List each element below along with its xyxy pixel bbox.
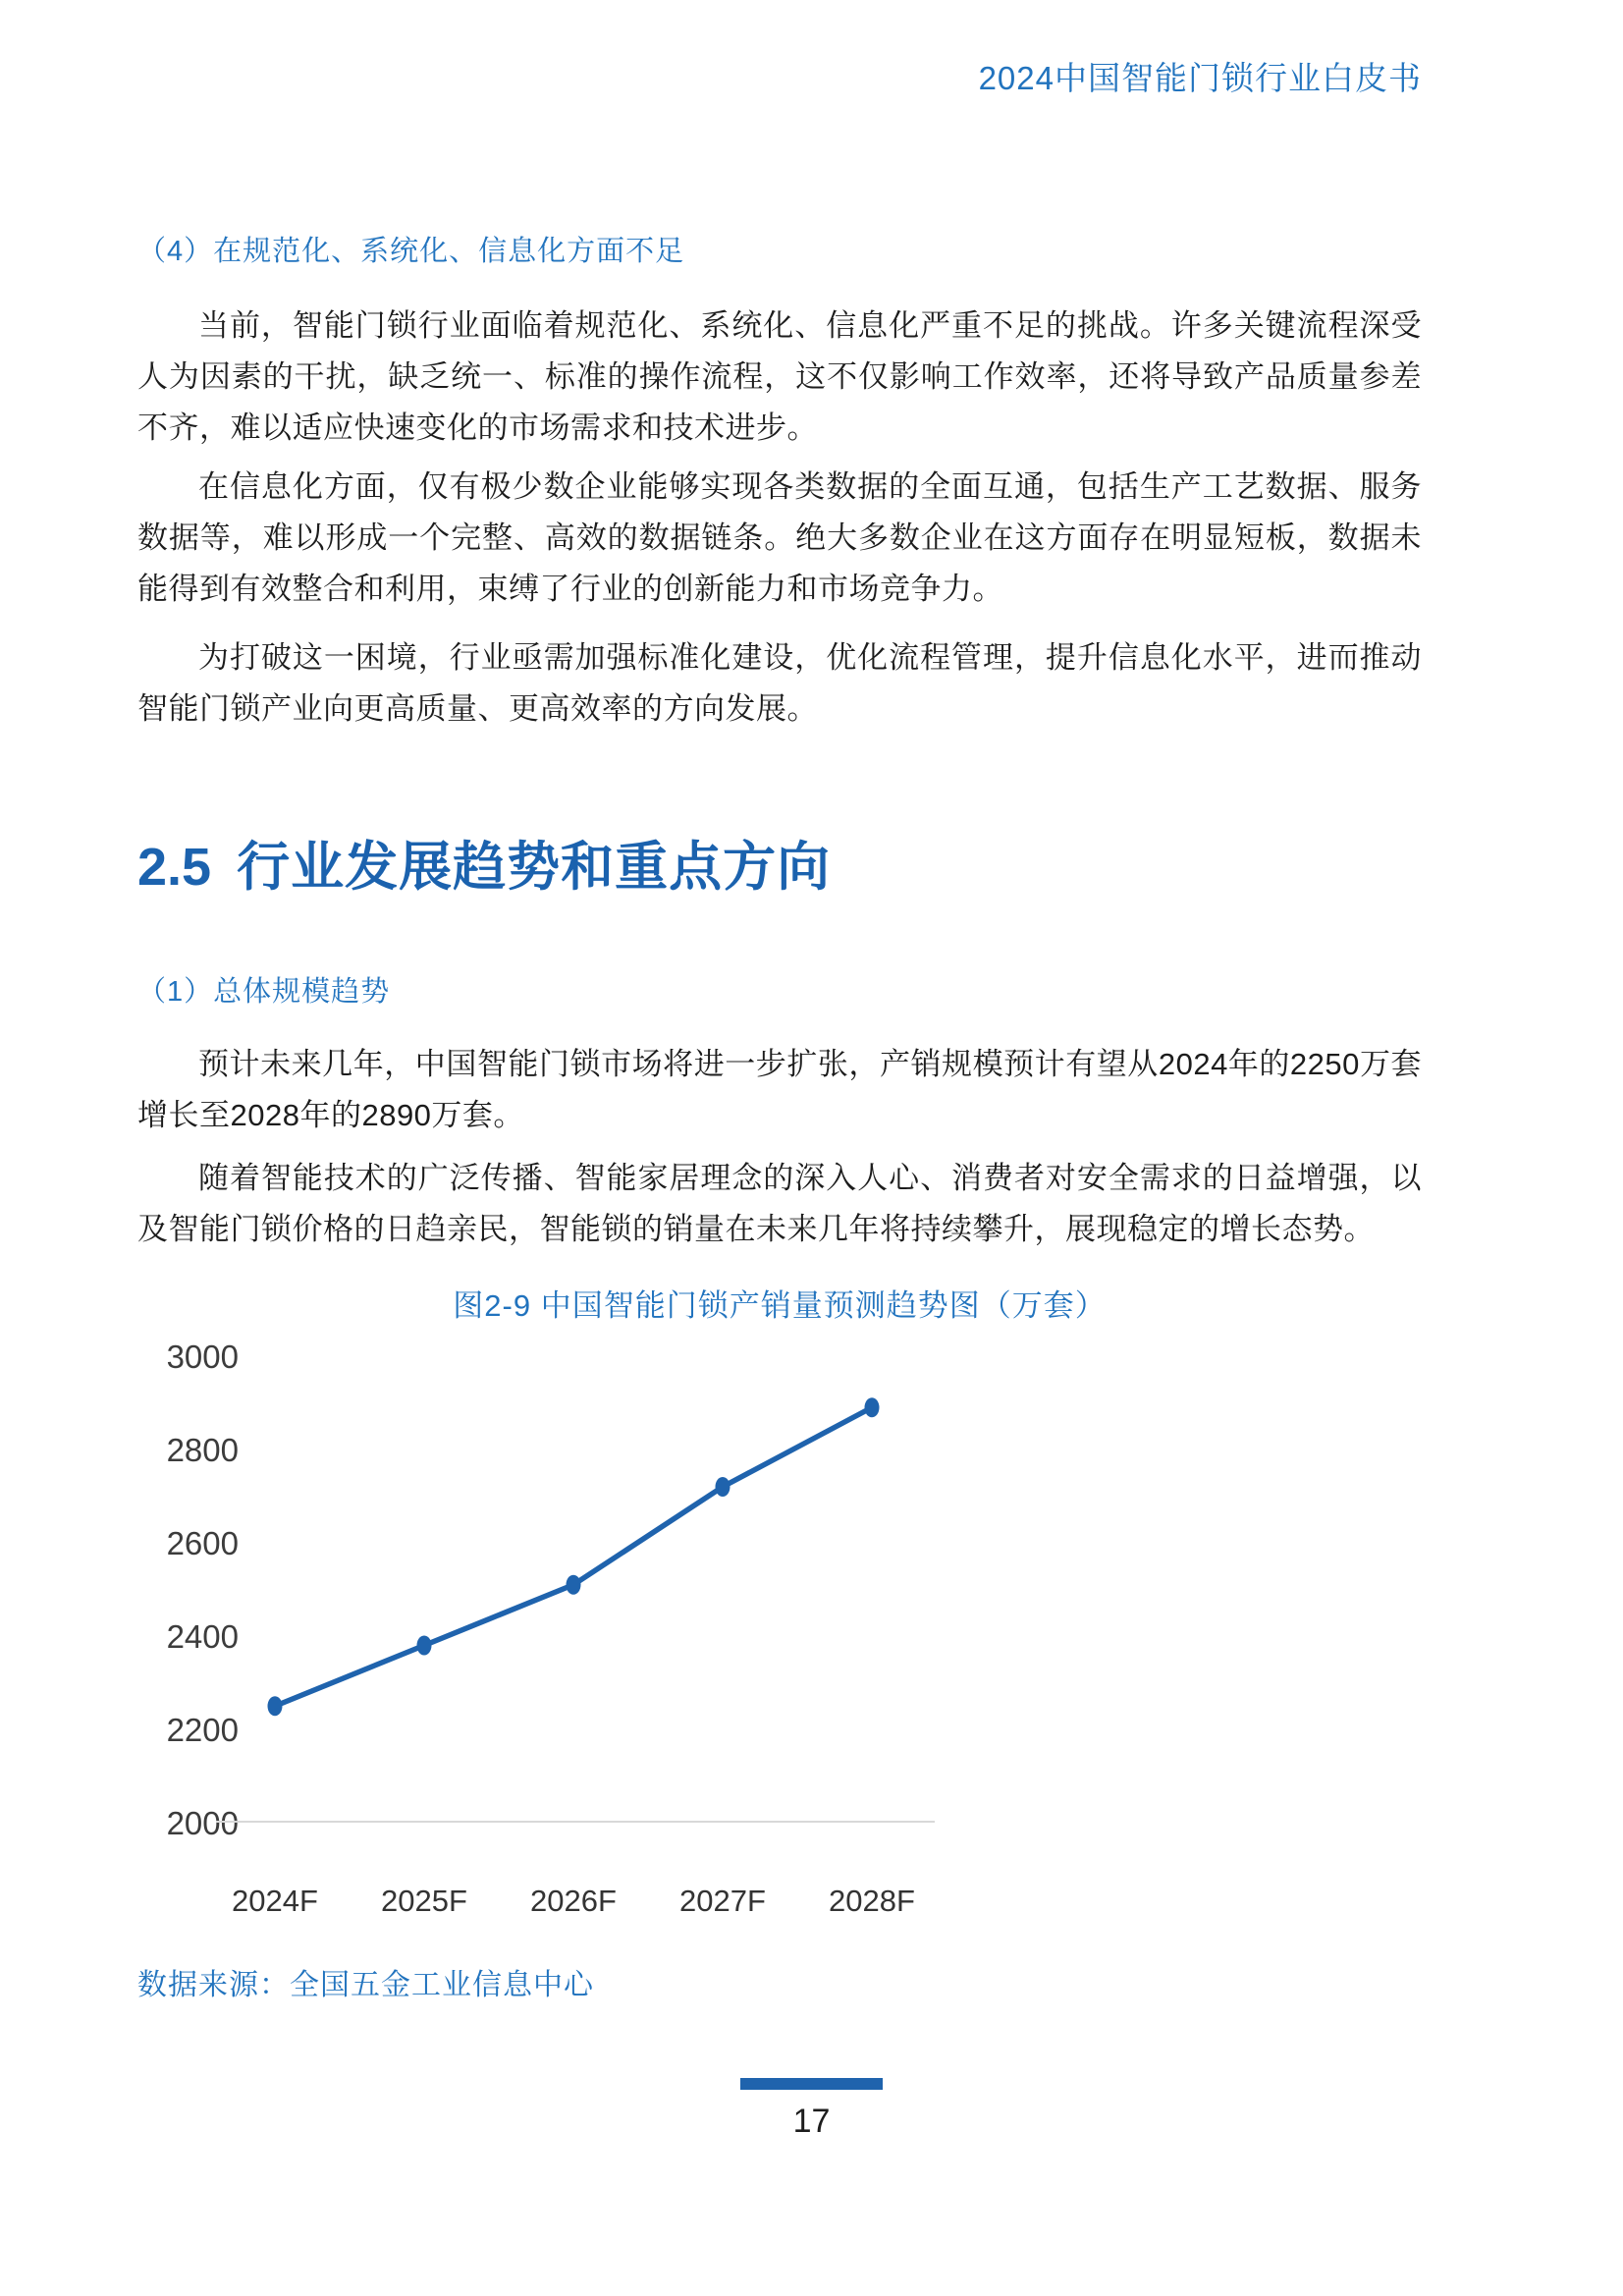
content-block: [137, 0, 1422, 2005]
y-tick-label: 3000: [166, 1339, 239, 1375]
data-point-2026F: [567, 1575, 581, 1595]
section-heading-2-5: [137, 833, 1422, 902]
y-tick-label: 2400: [166, 1618, 239, 1655]
x-tick-label: 2027F: [679, 1884, 766, 1918]
trend-chart: [137, 1336, 1422, 1935]
y-tick-label: 2800: [166, 1432, 239, 1468]
x-tick-label: 2028F: [829, 1884, 915, 1918]
page-number: 17: [792, 2103, 831, 2140]
data-source-note: 数据来源：全国五金工业信息中心: [137, 1969, 594, 2001]
data-point-2027F: [716, 1477, 730, 1497]
subsection-heading-4: （4）在规范化、系统化、信息化方面不足: [137, 236, 685, 267]
page-footer: [0, 2078, 1623, 2143]
footer-accent-bar: [740, 2078, 883, 2090]
x-tick-label: 2025F: [381, 1884, 467, 1918]
y-tick-label: 2600: [166, 1525, 239, 1561]
x-tick-label: 2026F: [530, 1884, 617, 1918]
data-point-2024F: [268, 1696, 283, 1716]
paragraph: 为打破这一困境，行业亟需加强标准化建设，优化流程管理，提升信息化水平，进而推动智能门锁产业向更高质量、更高效率的方向发展。: [137, 640, 1422, 726]
paragraph: 预计未来几年，中国智能门锁市场将进一步扩张，产销规模预计有望从2024年的2250万套增长至2028年的2890万套。: [137, 1047, 1422, 1132]
paragraph: 当前，智能门锁行业面临着规范化、系统化、信息化严重不足的挑战。许多关键流程深受人为因素的干扰，缺乏统一、标准的操作流程，这不仅影响工作效率，还将导致产品质量参差不齐，难以适应快速变化的市场需求和技术进步。: [137, 308, 1422, 445]
paragraph: 随着智能技术的广泛传播、智能家居理念的深入人心、消费者对安全需求的日益增强，以及智能门锁价格的日趋亲民，智能锁的销量在未来几年将持续攀升，展现稳定的增长态势。: [137, 1161, 1422, 1246]
section-number: 2.5: [137, 838, 212, 897]
document-header-title: 2024中国智能门锁行业白皮书: [978, 60, 1422, 96]
trend-line: [275, 1407, 872, 1706]
paragraph: 在信息化方面，仅有极少数企业能够实现各类数据的全面互通，包括生产工艺数据、服务数据等，难以形成一个完整、高效的数据链条。绝大多数企业在这方面存在明显短板，数据未能得到有效整合和利用，束缚了行业的创新能力和市场竞争力。: [137, 469, 1422, 606]
subsection-heading-1: （1）总体规模趋势: [137, 976, 391, 1008]
y-tick-label: 2200: [166, 1712, 239, 1748]
chart-title: 图2-9 中国智能门锁产销量预测趋势图（万套）: [453, 1288, 1107, 1323]
data-point-2028F: [865, 1397, 880, 1417]
section-title: 行业发展趋势和重点方向: [237, 838, 832, 897]
x-tick-label: 2024F: [232, 1884, 318, 1918]
y-tick-label: 2000: [166, 1805, 239, 1841]
data-point-2025F: [417, 1636, 432, 1656]
